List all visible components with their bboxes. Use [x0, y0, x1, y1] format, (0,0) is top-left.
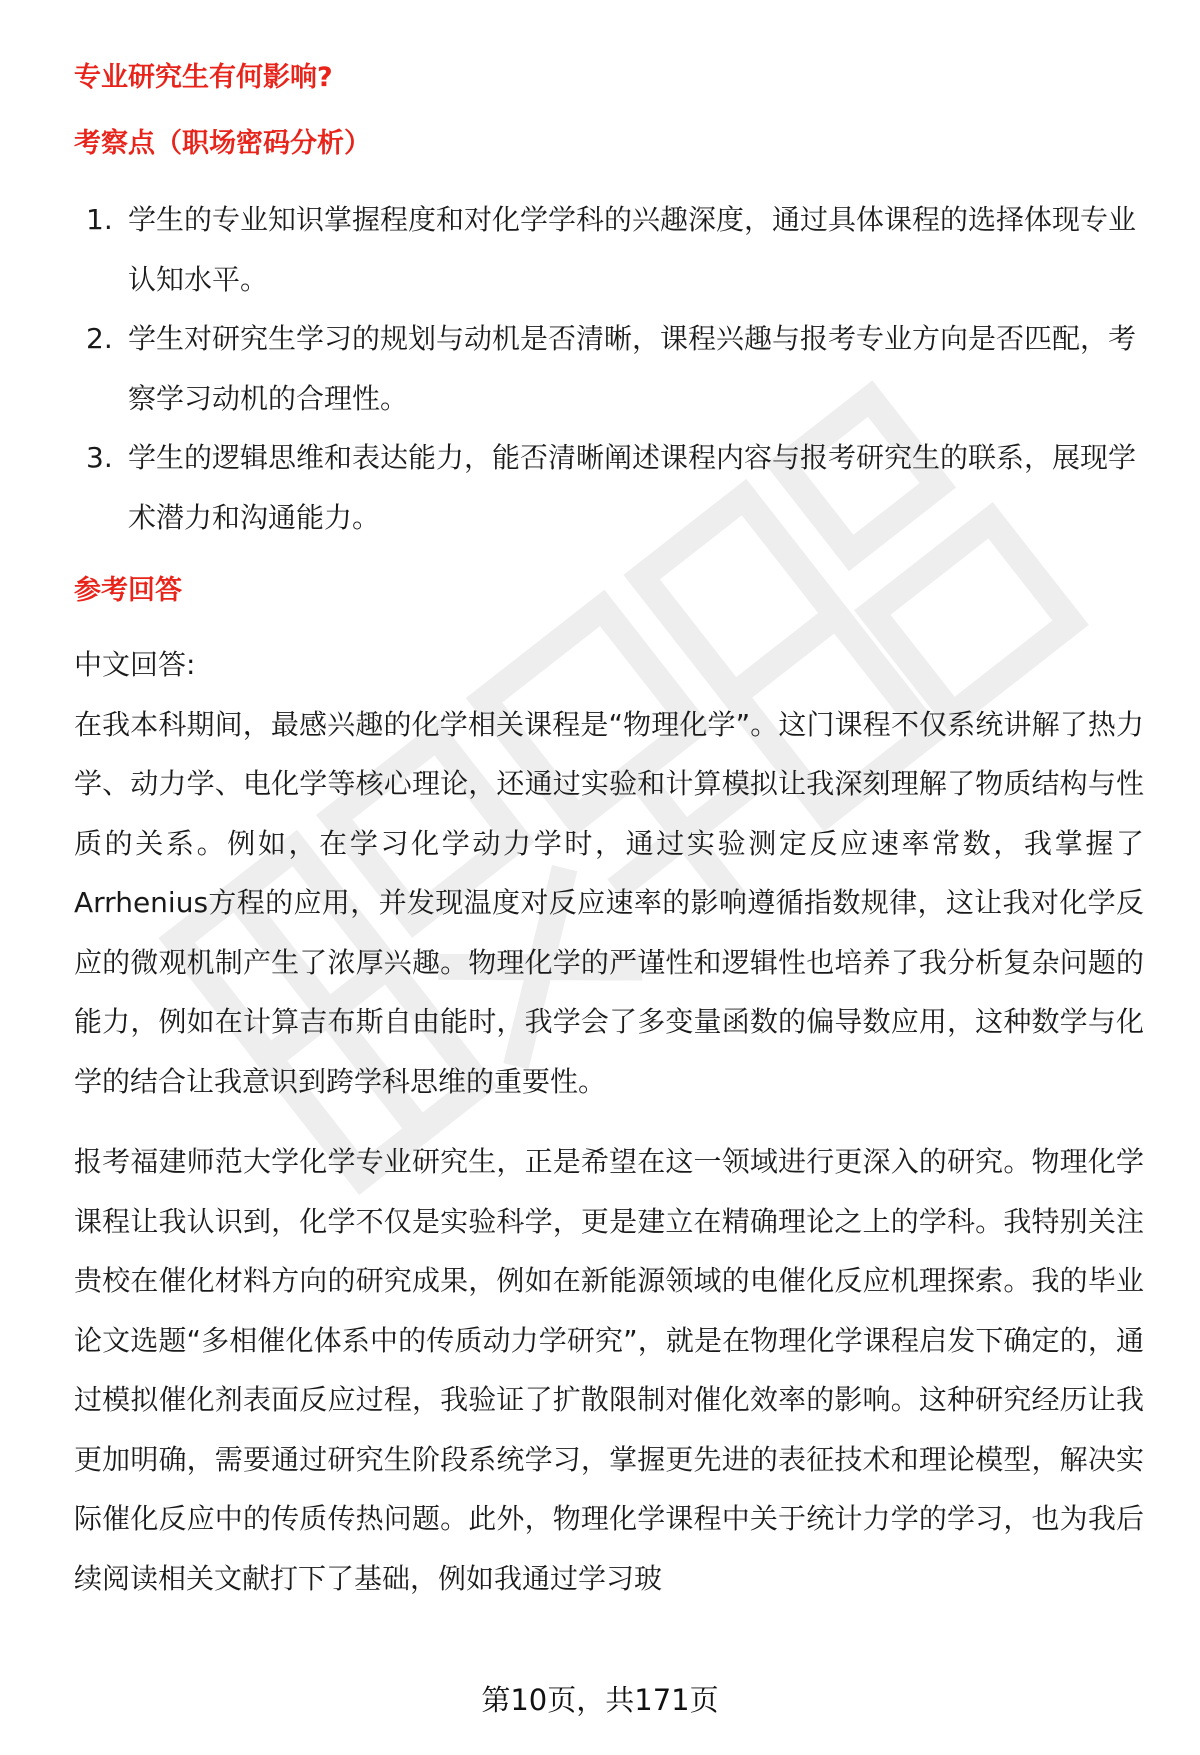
question-heading: 专业研究生有何影响? [74, 62, 333, 93]
list-item-text: 学生的逻辑思维和表达能力，能否清晰阐述课程内容与报考研究生的联系，展现学术潜力和沟通能力。 [128, 441, 1137, 534]
list-item-number: 3. [86, 441, 113, 474]
answer-paragraph-2: 报考福建师范大学化学专业研究生，正是希望在这一领域进行更深入的研究。物理化学课程让我认识到，化学不仅是实验科学，更是建立在精确理论之上的学科。我特别关注贵校在催化材料方向的研究成果，例如在新能源领域的电催化反应机理探索。我的毕业论文选题“多相催化体系中的传质动力学研究”，就是在物理化学课程启发下确定的，通过模拟催化剂表面反应过程，我验证了扩散限制对催化效率的影响。这种研究经历让我更加明确，需要通过研究生阶段系统学习，掌握更先进的表征技术和理论模型，解决实际催化反应中的传质传热问题。此外，物理化学课程中关于统计力学的学习，也为我后续阅读相关文献打下了基础，例如我通过学习玻 [74, 1145, 1144, 1595]
answer-heading: 参考回答 [74, 575, 182, 606]
list-item [74, 428, 1144, 547]
list-item-text: 学生的专业知识掌握程度和对化学学科的兴趣深度，通过具体课程的选择体现专业认知水平。 [128, 203, 1137, 296]
list-item-number: 1. [86, 203, 113, 236]
answer-language-label: 中文回答: [74, 648, 196, 681]
points-heading: 考察点（职场密码分析） [74, 128, 371, 159]
list-item-number: 2. [86, 322, 113, 355]
list-item-text: 学生对研究生学习的规划与动机是否清晰，课程兴趣与报考专业方向是否匹配，考察学习动机的合理性。 [128, 322, 1137, 415]
document-content [74, 58, 1144, 1608]
points-list [74, 190, 1144, 547]
list-item [74, 309, 1144, 428]
page-number-footer: 第10页，共171页 [481, 1683, 719, 1717]
list-item [74, 190, 1144, 309]
answer-paragraph-1: 在我本科期间，最感兴趣的化学相关课程是“物理化学”。这门课程不仅系统讲解了热力学、动力学、电化学等核心理论，还通过实验和计算模拟让我深刻理解了物质结构与性质的关系。例如，在学习化学动力学时，通过实验测定反应速率常数，我掌握了Arrhenius方程的应用，并发现温度对反应速率的影响遵循指数规律，这让我对化学反应的微观机制产生了浓厚兴趣。物理化学的严谨性和逻辑性也培养了我分析复杂问题的能力，例如在计算吉布斯自由能时，我学会了多变量函数的偏导数应用，这种数学与化学的结合让我意识到跨学科思维的重要性。 [74, 707, 1144, 1098]
